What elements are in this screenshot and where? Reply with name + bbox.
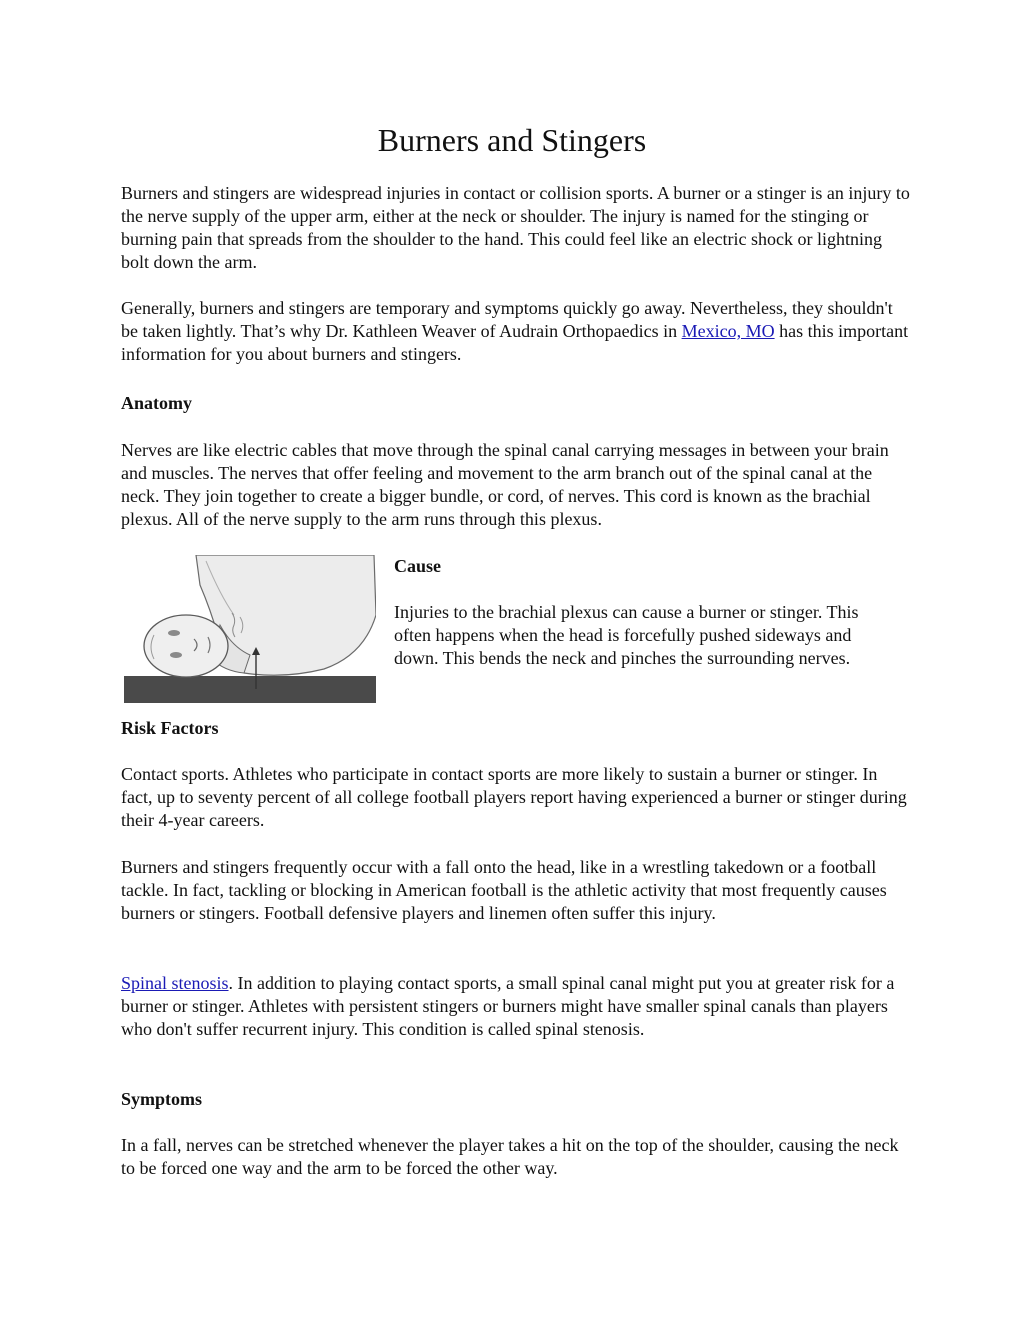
page-title: Burners and Stingers (377, 122, 647, 158)
intro-paragraph-2 (121, 297, 911, 366)
risk-factors-heading: Risk Factors (121, 718, 219, 738)
risk-paragraph-1: Contact sports. Athletes who participate in contact sports are more likely to sustain a burner or stinger. In fact, up to seventy percent of all college football players report having experienced a burner or stinger during their 4-year careers. (121, 764, 907, 830)
spinal-stenosis-link[interactable]: Spinal stenosis (121, 973, 229, 993)
intro-text-after: has this important information for you about burners and stingers. (121, 321, 909, 364)
risk-paragraph-3 (121, 972, 911, 1041)
anatomy-heading: Anatomy (121, 393, 192, 413)
symptoms-heading: Symptoms (121, 1089, 203, 1109)
intro-text-before: Generally, burners and stingers are temporary and symptoms quickly go away. Nevertheless, they shouldn't be taken lightly. That’s why Dr. Kathleen Weaver of Audrain Orthopaedics in (121, 298, 893, 341)
intro-paragraph: Burners and stingers are widespread injuries in contact or collision sports. A burner or a stinger is an injury to the nerve supply of the upper arm, either at the neck or shoulder. The injury is named for the stinging or burning pain that spreads from the shoulder to the hand. This could feel like an electric shock or lightning bolt down the arm. (121, 183, 910, 272)
ground-mat (124, 676, 376, 703)
cause-heading: Cause (394, 556, 442, 576)
symptoms-paragraph: In a fall, nerves can be stretched whenever the player takes a hit on the top of the shoulder, causing the neck to be forced one way and the arm to be forced the other way. (121, 1135, 899, 1178)
cause-paragraph: Injuries to the brachial plexus can cause a burner or stinger. This often happens when the head is forcefully pushed sideways and down. This bends the neck and pinches the surrounding nerves. (394, 602, 859, 668)
eye-right (170, 652, 182, 658)
mexico-mo-link[interactable]: Mexico, MO (681, 321, 775, 341)
risk-paragraph-2: Burners and stingers frequently occur with a fall onto the head, like in a wrestling takedown or a football tackle. In fact, tackling or blocking in American football is the athletic activity that most frequently causes burners or stingers. Football defensive players and linemen often suffer this injury. (121, 857, 887, 923)
anatomy-paragraph: Nerves are like electric cables that move through the spinal canal carrying messages in between your brain and muscles. The nerves that offer feeling and movement to the arm branch out of the spinal canal at the neck. They join together to create a bigger bundle, or cord, of nerves. This cord is known as the brachial plexus. All of the nerve supply to the arm runs through this plexus. (121, 440, 889, 529)
brachial-plexus-illustration (124, 555, 376, 703)
risk-text-after: . In addition to playing contact sports, a small spinal canal might put you at greater risk for a burner or stinger. Athletes with persistent stingers or burners might have smaller spinal canals than players who don't suffer recurrent injury. This condition is called spinal stenosis. (121, 973, 895, 1039)
head-shape (144, 615, 228, 677)
injury-illustration-image (124, 555, 376, 703)
eye-left (168, 630, 180, 636)
